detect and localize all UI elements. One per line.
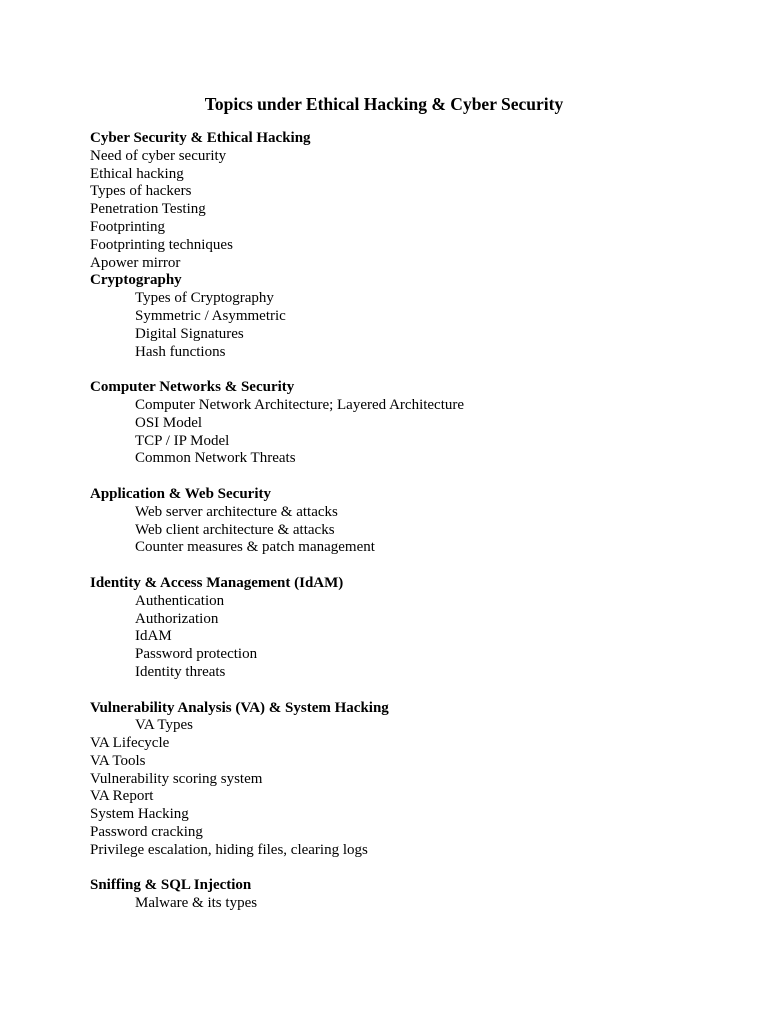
section-heading-computer-networks-security: Computer Networks & Security (90, 379, 295, 396)
topic-item: Apower mirror (90, 254, 181, 271)
topic-item: Web server architecture & attacks (135, 503, 338, 520)
section-heading-cyber-security-ethical-hacking: Cyber Security & Ethical Hacking (90, 130, 311, 146)
topic-item: VA Tools (90, 752, 146, 769)
topic-item: Password protection (135, 646, 258, 663)
topic-item: Penetration Testing (90, 201, 206, 218)
section-spacer (90, 860, 730, 878)
topic-item: TCP / IP Model (135, 432, 230, 449)
section-spacer (90, 557, 730, 575)
topic-item: Hash functions (135, 343, 226, 360)
topic-item: Types of hackers (90, 183, 192, 200)
topic-item: Computer Network Architecture; Layered Architecture (135, 396, 465, 413)
section-spacer (90, 468, 730, 486)
topic-item: Web client architecture & attacks (135, 521, 335, 538)
topic-item: Counter measures & patch management (135, 539, 375, 556)
topic-item: IdAM (135, 628, 172, 645)
topic-item: Footprinting (90, 218, 166, 235)
topic-item: Digital Signatures (135, 325, 244, 342)
document-body (90, 130, 730, 913)
topic-item: Privilege escalation, hiding files, clearing logs (90, 841, 368, 858)
topic-item: VA Lifecycle (90, 735, 170, 752)
topic-item: Common Network Threats (135, 450, 296, 467)
section-heading-vulnerability-analysis-system-hacking: Vulnerability Analysis (VA) & System Hacking (90, 699, 389, 716)
topic-item: Ethical hacking (90, 165, 184, 182)
topic-item: Need of cyber security (90, 147, 227, 164)
topic-item: VA Report (90, 788, 154, 805)
section-heading-cryptography: Cryptography (90, 272, 182, 289)
topic-item: Malware & its types (135, 895, 258, 912)
section-heading-application-web-security: Application & Web Security (90, 485, 271, 502)
section-heading-identity-access-management: Identity & Access Management (IdAM) (90, 574, 344, 591)
topic-item: Password cracking (90, 824, 203, 841)
section-heading-sniffing-sql-injection: Sniffing & SQL Injection (90, 877, 252, 894)
topic-item: Types of Cryptography (135, 290, 274, 307)
topic-item: Vulnerability scoring system (90, 770, 263, 787)
topic-item: Footprinting techniques (90, 236, 233, 253)
topic-item: Authentication (135, 592, 225, 609)
topic-item: Symmetric / Asymmetric (135, 307, 286, 324)
section-spacer (90, 682, 730, 700)
topic-item: Authorization (135, 610, 219, 627)
section-spacer (90, 361, 730, 379)
document-title: Topics under Ethical Hacking & Cyber Security (204, 94, 564, 114)
topic-item: System Hacking (90, 806, 189, 823)
topic-item: Identity threats (135, 663, 226, 680)
topic-item: VA Types (135, 717, 193, 734)
topic-item: OSI Model (135, 414, 203, 431)
